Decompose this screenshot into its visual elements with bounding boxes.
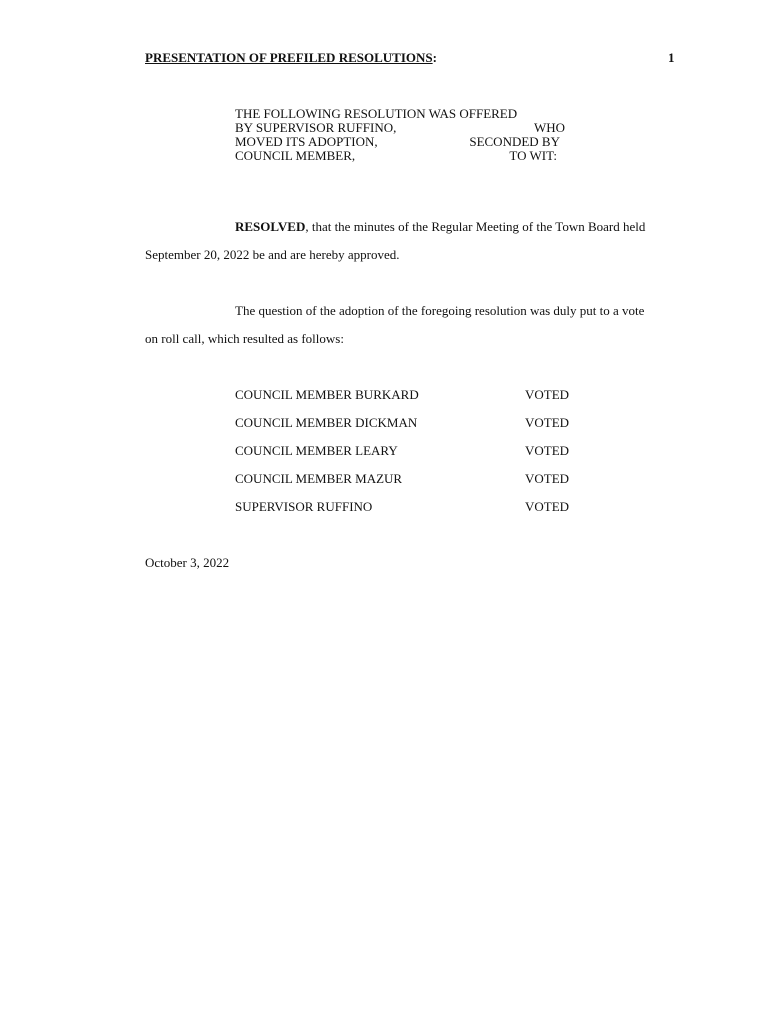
vote-intro-line-1: The question of the adoption of the foregoing resolution was duly put to a vote [235, 303, 645, 318]
page-heading-colon: : [432, 50, 437, 65]
offer-line-4-right: TO WIT: [509, 148, 557, 163]
resolved-lead: RESOLVED [235, 219, 306, 234]
page-heading-title: PRESENTATION OF PREFILED RESOLUTIONS [145, 50, 433, 65]
resolution-line-1-rest: , that the minutes of the Regular Meeting of the Town Board held [305, 219, 646, 234]
roll-call-status: VOTED [525, 471, 570, 486]
roll-call-status: VOTED [525, 387, 570, 402]
roll-call-row [235, 415, 580, 431]
roll-call-member: SUPERVISOR RUFFINO [235, 499, 373, 514]
offer-line-4 [235, 149, 557, 163]
offer-line-2 [235, 121, 565, 135]
offer-line-3-right: SECONDED BY [469, 134, 560, 149]
roll-call-status: VOTED [525, 499, 570, 514]
resolution-line-1 [235, 219, 645, 235]
roll-call-status: VOTED [525, 443, 570, 458]
document-date: October 3, 2022 [145, 555, 230, 570]
offer-line-3-left: MOVED ITS ADOPTION, [235, 134, 378, 149]
roll-call-member: COUNCIL MEMBER MAZUR [235, 471, 403, 486]
roll-call-row [235, 471, 580, 487]
offer-block [235, 107, 565, 163]
roll-call-member: COUNCIL MEMBER LEARY [235, 443, 398, 458]
roll-call-row [235, 387, 580, 403]
roll-call-row [235, 499, 580, 515]
offer-line-2-right: WHO [533, 120, 565, 135]
offer-line-1-text: THE FOLLOWING RESOLUTION WAS OFFERED [235, 106, 518, 121]
offer-line-2-left: BY SUPERVISOR RUFFINO, [235, 120, 397, 135]
vote-intro-line-2: on roll call, which resulted as follows: [145, 331, 344, 346]
page-number: 1 [668, 50, 675, 65]
offer-line-3 [235, 135, 560, 149]
roll-call-member: COUNCIL MEMBER BURKARD [235, 387, 419, 402]
offer-line-1 [235, 107, 565, 121]
offer-line-4-left: COUNCIL MEMBER, [235, 148, 356, 163]
roll-call-status: VOTED [525, 415, 570, 430]
roll-call-member: COUNCIL MEMBER DICKMAN [235, 415, 418, 430]
resolution-line-2: September 20, 2022 be and are hereby approved. [145, 247, 400, 262]
page-heading [145, 50, 437, 66]
roll-call-row [235, 443, 580, 459]
